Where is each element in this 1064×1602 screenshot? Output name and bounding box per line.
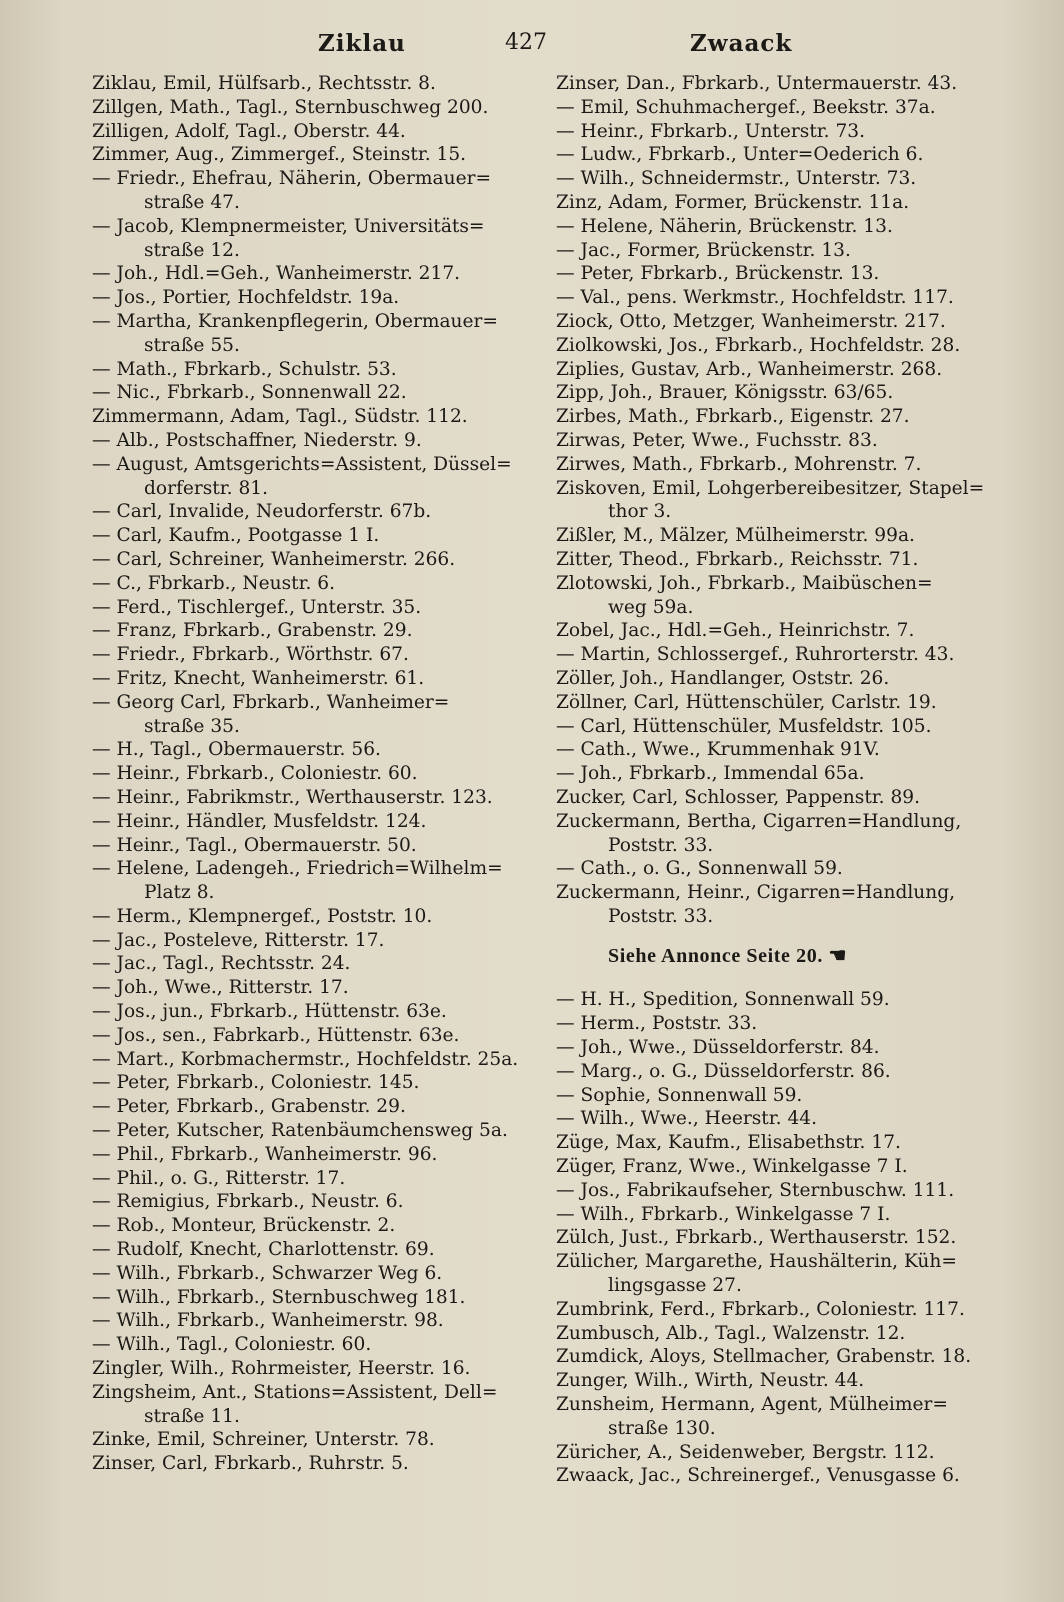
directory-entry <box>556 762 986 786</box>
entry-line: Ziklau, Emil, Hülfsarb., Rechtsstr. 8. <box>92 73 436 94</box>
directory-entry <box>92 905 532 929</box>
entry-line: — Wilh., Fbrkarb., Wanheimerstr. 98. <box>92 1310 444 1332</box>
entry-line: Ziolkowski, Jos., Fbrkarb., Hochfeldstr. 28. <box>556 334 961 356</box>
directory-entry <box>556 1155 986 1179</box>
entry-line: — Phil., Fbrkarb., Wanheimerstr. 96. <box>92 1143 438 1165</box>
entry-continuation: Poststr. 33. <box>608 905 714 927</box>
entry-line: — Nic., Fbrkarb., Sonnenwall 22. <box>92 382 407 404</box>
entry-line: — Jac., Tagl., Rechtsstr. 24. <box>92 953 351 975</box>
directory-entry <box>556 120 986 144</box>
entry-line: Züger, Franz, Wwe., Winkelgasse 7 I. <box>556 1156 908 1178</box>
entry-line: — Joh., Wwe., Düsseldorferstr. 84. <box>556 1037 880 1059</box>
entry-line: — Joh., Wwe., Ritterstr. 17. <box>92 977 349 999</box>
entry-line: — Marg., o. G., Düsseldorferstr. 86. <box>556 1060 891 1082</box>
directory-entry <box>556 453 986 477</box>
page-header <box>0 26 1064 66</box>
entry-continuation: thor 3. <box>608 501 672 523</box>
directory-entry <box>92 762 532 786</box>
entry-line: — Martin, Schlossergef., Ruhrorterstr. 43. <box>556 644 955 666</box>
entry-line: Zumdick, Aloys, Stellmacher, Grabenstr. 18. <box>556 1346 972 1368</box>
page-number: 427 <box>505 30 547 55</box>
directory-entry <box>92 1357 532 1381</box>
entry-line: — Friedr., Ehefrau, Näherin, Obermauer= <box>92 168 492 190</box>
directory-entry <box>556 1345 986 1369</box>
entry-line: — Joh., Fbrkarb., Immendal 65a. <box>556 763 865 785</box>
directory-entry <box>92 548 532 572</box>
entry-line: — Cath., Wwe., Krummenhak 91V. <box>556 739 880 761</box>
entry-line: — Rudolf, Knecht, Charlottenstr. 69. <box>92 1239 435 1261</box>
entry-line: — Jos., Fabrikaufseher, Sternbuschw. 111. <box>556 1179 955 1201</box>
directory-entry <box>556 524 986 548</box>
directory-entry <box>556 1131 986 1155</box>
entry-line: Zimmer, Aug., Zimmergef., Steinstr. 15. <box>92 144 467 166</box>
entry-line: Zirwas, Peter, Wwe., Fuchsstr. 83. <box>556 429 878 451</box>
entry-line: Zinz, Adam, Former, Brückenstr. 11a. <box>556 191 910 213</box>
directory-entry <box>92 358 532 382</box>
directory-entry <box>92 1428 532 1452</box>
directory-entry <box>556 786 986 810</box>
directory-entry <box>556 358 986 382</box>
entry-line: — Helene, Näherin, Brückenstr. 13. <box>556 215 893 237</box>
entry-continuation: Poststr. 33. <box>608 834 714 856</box>
directory-entry <box>92 453 532 501</box>
entry-line: — Emil, Schuhmachergef., Beekstr. 37a. <box>556 96 936 118</box>
directory-entry <box>556 1203 986 1227</box>
entry-line: Zitter, Theod., Fbrkarb., Reichsstr. 71. <box>556 548 919 570</box>
right-column-part-a <box>556 72 986 929</box>
directory-entry <box>556 1298 986 1322</box>
entry-line: — Peter, Fbrkarb., Grabenstr. 29. <box>92 1096 406 1118</box>
directory-entry <box>92 72 532 96</box>
entry-line: — Heinr., Fbrkarb., Unterstr. 73. <box>556 120 866 142</box>
entry-continuation: straße 12. <box>144 239 240 261</box>
entry-line: — Jos., sen., Fabrkarb., Hüttenstr. 63e. <box>92 1024 460 1046</box>
directory-entry <box>92 215 532 263</box>
directory-entry <box>92 834 532 858</box>
entry-line: — Joh., Hdl.=Geh., Wanheimerstr. 217. <box>92 263 461 285</box>
directory-entry <box>92 1309 532 1333</box>
entry-line: — H., Tagl., Obermauerstr. 56. <box>92 739 381 761</box>
left-column <box>92 72 532 1476</box>
entry-line: Zöller, Joh., Handlanger, Oststr. 26. <box>556 667 890 689</box>
directory-entry <box>92 1071 532 1095</box>
directory-entry <box>92 929 532 953</box>
directory-entry <box>92 643 532 667</box>
directory-entry <box>556 334 986 358</box>
directory-entry <box>92 691 532 739</box>
entry-line: Zumbrink, Ferd., Fbrkarb., Coloniestr. 117. <box>556 1298 965 1320</box>
right-column-part-b <box>556 988 986 1488</box>
directory-entry <box>556 1322 986 1346</box>
entry-line: — Franz, Fbrkarb., Grabenstr. 29. <box>92 620 413 642</box>
entry-line: Zlotowski, Joh., Fbrkarb., Maibüschen= <box>556 572 933 594</box>
entry-line: — Wilh., Wwe., Heerstr. 44. <box>556 1108 818 1130</box>
directory-entry <box>92 596 532 620</box>
directory-entry <box>92 786 532 810</box>
entry-line: — Val., pens. Werkmstr., Hochfeldstr. 117. <box>556 287 954 309</box>
directory-entry <box>556 381 986 405</box>
entry-line: Zillgen, Math., Tagl., Sternbuschweg 200. <box>92 96 489 118</box>
entry-line: Zirwes, Math., Fbrkarb., Mohrenstr. 7. <box>556 453 922 475</box>
entry-continuation: lingsgasse 27. <box>608 1275 742 1297</box>
directory-entry <box>92 976 532 1000</box>
directory-entry <box>556 477 986 525</box>
directory-entry <box>92 1452 532 1476</box>
directory-entry <box>92 120 532 144</box>
entry-line: — C., Fbrkarb., Neustr. 6. <box>92 572 336 594</box>
directory-entry <box>556 619 986 643</box>
entry-line: Zißler, M., Mälzer, Mülheimerstr. 99a. <box>556 525 915 547</box>
entry-line: Zuckermann, Heinr., Cigarren=Handlung, <box>556 882 956 904</box>
entry-line: — Herm., Klempnergef., Poststr. 10. <box>92 905 433 927</box>
directory-entry <box>556 988 986 1012</box>
directory-entry <box>556 715 986 739</box>
entry-line: Zumbusch, Alb., Tagl., Walzenstr. 12. <box>556 1322 906 1344</box>
entry-line: Zingler, Wilh., Rohrmeister, Heerstr. 16. <box>92 1358 471 1380</box>
entry-line: — Fritz, Knecht, Wanheimerstr. 61. <box>92 667 425 689</box>
directory-entry <box>92 1143 532 1167</box>
directory-entry <box>92 1286 532 1310</box>
directory-entry <box>556 1441 986 1465</box>
directory-entry <box>92 1119 532 1143</box>
directory-entry <box>92 143 532 167</box>
directory-entry <box>92 1262 532 1286</box>
entry-line: — Jac., Former, Brückenstr. 13. <box>556 239 851 261</box>
directory-entry <box>92 286 532 310</box>
directory-entry <box>92 1214 532 1238</box>
directory-entry <box>92 167 532 215</box>
entry-line: — Cath., o. G., Sonnenwall 59. <box>556 858 843 880</box>
entry-continuation: straße 35. <box>144 715 240 737</box>
directory-entry <box>92 500 532 524</box>
entry-line: — Friedr., Fbrkarb., Wörthstr. 67. <box>92 644 409 666</box>
entry-line: Ziock, Otto, Metzger, Wanheimerstr. 217. <box>556 310 946 332</box>
entry-line: Züricher, A., Seidenweber, Bergstr. 112. <box>556 1441 935 1463</box>
entry-line: Zinke, Emil, Schreiner, Unterstr. 78. <box>92 1429 435 1451</box>
entry-continuation: straße 130. <box>608 1417 716 1439</box>
directory-entry <box>556 429 986 453</box>
directory-entry <box>92 429 532 453</box>
directory-entry <box>556 167 986 191</box>
entry-line: — Math., Fbrkarb., Schulstr. 53. <box>92 358 397 380</box>
directory-entry <box>556 191 986 215</box>
entry-line: — Wilh., Schneidermstr., Unterstr. 73. <box>556 168 917 190</box>
directory-entry <box>92 1048 532 1072</box>
directory-entry <box>92 1333 532 1357</box>
entry-continuation: dorferstr. 81. <box>144 477 269 499</box>
directory-entry <box>92 1190 532 1214</box>
header-left-word: Ziklau <box>318 30 406 57</box>
entry-line: — Wilh., Fbrkarb., Schwarzer Weg 6. <box>92 1262 443 1284</box>
directory-entry <box>556 1250 986 1298</box>
directory-entry <box>556 1179 986 1203</box>
entry-line: — Carl, Schreiner, Wanheimerstr. 266. <box>92 548 456 570</box>
entry-line: Zülicher, Margarethe, Haushälterin, Küh= <box>556 1251 957 1273</box>
entry-continuation: straße 47. <box>144 191 240 213</box>
entry-line: — Helene, Ladengeh., Friedrich=Wilhelm= <box>92 858 503 880</box>
entry-continuation: straße 11. <box>144 1405 240 1427</box>
directory-entry <box>556 1369 986 1393</box>
directory-entry <box>556 1036 986 1060</box>
entry-line: — Peter, Kutscher, Ratenbäumchensweg 5a. <box>92 1120 508 1142</box>
directory-entry <box>556 881 986 929</box>
directory-entry <box>556 572 986 620</box>
directory-entry <box>92 1238 532 1262</box>
entry-continuation: straße 55. <box>144 334 240 356</box>
entry-line: — Heinr., Tagl., Obermauerstr. 50. <box>92 834 417 856</box>
entry-line: — Remigius, Fbrkarb., Neustr. 6. <box>92 1191 404 1213</box>
directory-entry <box>556 810 986 858</box>
entry-line: — Ludw., Fbrkarb., Unter=Oederich 6. <box>556 144 924 166</box>
entry-line: Zöllner, Carl, Hüttenschüler, Carlstr. 19. <box>556 691 937 713</box>
directory-entry <box>556 691 986 715</box>
directory-entry <box>556 310 986 334</box>
entry-line: — Wilh., Fbrkarb., Winkelgasse 7 I. <box>556 1203 891 1225</box>
entry-continuation: weg 59a. <box>608 596 694 618</box>
entry-line: Zunsheim, Hermann, Agent, Mülheimer= <box>556 1394 948 1416</box>
directory-entry <box>556 96 986 120</box>
directory-entry <box>92 857 532 905</box>
directory-entry <box>92 310 532 358</box>
entry-line: — Jacob, Klempnermeister, Universitäts= <box>92 215 485 237</box>
directory-entry <box>92 1024 532 1048</box>
directory-entry <box>556 1084 986 1108</box>
directory-entry <box>556 548 986 572</box>
annonce-text: Siehe Annonce Seite 20. <box>608 944 823 967</box>
entry-line: — Wilh., Fbrkarb., Sternbuschweg 181. <box>92 1286 466 1308</box>
entry-line: Zucker, Carl, Schlosser, Pappenstr. 89. <box>556 786 921 808</box>
directory-entry <box>92 619 532 643</box>
entry-line: Züge, Max, Kaufm., Elisabethstr. 17. <box>556 1132 901 1154</box>
pointing-hand-icon: ☚ <box>828 944 848 967</box>
entry-line: — Herm., Poststr. 33. <box>556 1013 758 1035</box>
entry-line: — Ferd., Tischlergef., Unterstr. 35. <box>92 596 422 618</box>
directory-entry <box>92 810 532 834</box>
entry-line: Zinser, Dan., Fbrkarb., Untermauerstr. 43. <box>556 73 958 94</box>
directory-entry <box>92 1000 532 1024</box>
directory-entry <box>556 72 986 96</box>
entry-line: — Jos., Portier, Hochfeldstr. 19a. <box>92 287 400 309</box>
entry-line: — Heinr., Händler, Musfeldstr. 124. <box>92 810 427 832</box>
annonce-note <box>608 945 986 969</box>
directory-entry <box>92 381 532 405</box>
directory-entry <box>556 143 986 167</box>
entry-line: — Wilh., Tagl., Coloniestr. 60. <box>92 1334 372 1356</box>
directory-entry <box>92 1381 532 1429</box>
directory-entry <box>556 1060 986 1084</box>
entry-line: — Sophie, Sonnenwall 59. <box>556 1084 803 1106</box>
directory-entry <box>92 262 532 286</box>
entry-line: — Martha, Krankenpflegerin, Obermauer= <box>92 310 499 332</box>
directory-entry <box>556 667 986 691</box>
directory-entry <box>556 1464 986 1488</box>
entry-line: Zunger, Wilh., Wirth, Neustr. 44. <box>556 1370 865 1392</box>
directory-entry <box>92 96 532 120</box>
entry-line: — Carl, Invalide, Neudorferstr. 67b. <box>92 501 432 523</box>
entry-line: — Jos., jun., Fbrkarb., Hüttenstr. 63e. <box>92 1001 447 1023</box>
entry-line: Ziskoven, Emil, Lohgerbereibesitzer, Stapel= <box>556 477 985 499</box>
entry-line: — Peter, Fbrkarb., Coloniestr. 145. <box>92 1072 420 1094</box>
entry-line: Zimmermann, Adam, Tagl., Südstr. 112. <box>92 406 468 428</box>
entry-line: — Georg Carl, Fbrkarb., Wanheimer= <box>92 691 450 713</box>
entry-line: — Heinr., Fbrkarb., Coloniestr. 60. <box>92 763 418 785</box>
header-right-word: Zwaack <box>690 30 793 57</box>
entry-line: — Rob., Monteur, Brückenstr. 2. <box>92 1215 396 1237</box>
right-column <box>556 72 986 1488</box>
directory-entry <box>92 738 532 762</box>
directory-entry <box>556 643 986 667</box>
entry-line: — Mart., Korbmachermstr., Hochfeldstr. 25a. <box>92 1048 519 1070</box>
directory-entry <box>556 1226 986 1250</box>
directory-entry <box>556 1107 986 1131</box>
directory-entry <box>92 572 532 596</box>
directory-entry <box>556 1393 986 1441</box>
directory-entry <box>92 524 532 548</box>
entry-line: Zuckermann, Bertha, Cigarren=Handlung, <box>556 810 962 832</box>
entry-line: — Carl, Kaufm., Pootgasse 1 I. <box>92 525 380 547</box>
entry-line: — H. H., Spedition, Sonnenwall 59. <box>556 989 890 1011</box>
entry-line: Zinser, Carl, Fbrkarb., Ruhrstr. 5. <box>92 1453 409 1475</box>
directory-entry <box>556 239 986 263</box>
directory-entry <box>92 405 532 429</box>
entry-line: Zwaack, Jac., Schreinergef., Venusgasse 6. <box>556 1465 960 1487</box>
entry-line: — Jac., Posteleve, Ritterstr. 17. <box>92 929 385 951</box>
directory-entry <box>92 667 532 691</box>
entry-line: Zülch, Just., Fbrkarb., Werthauserstr. 152. <box>556 1227 957 1249</box>
entry-line: — Peter, Fbrkarb., Brückenstr. 13. <box>556 263 880 285</box>
directory-entry <box>92 952 532 976</box>
directory-entry <box>556 286 986 310</box>
directory-entry <box>556 215 986 239</box>
entry-line: Zilligen, Adolf, Tagl., Oberstr. 44. <box>92 120 406 142</box>
entry-line: Zipp, Joh., Brauer, Königsstr. 63/65. <box>556 382 894 404</box>
entry-line: Zobel, Jac., Hdl.=Geh., Heinrichstr. 7. <box>556 620 915 642</box>
entry-line: — Alb., Postschaffner, Niederstr. 9. <box>92 429 422 451</box>
entry-line: Zirbes, Math., Fbrkarb., Eigenstr. 27. <box>556 406 910 428</box>
directory-entry <box>92 1167 532 1191</box>
entry-line: — Carl, Hüttenschüler, Musfeldstr. 105. <box>556 715 932 737</box>
directory-entry <box>556 1012 986 1036</box>
entry-line: Zingsheim, Ant., Stations=Assistent, Dell= <box>92 1381 498 1403</box>
directory-entry <box>556 262 986 286</box>
entry-line: — August, Amtsgerichts=Assistent, Düssel= <box>92 453 512 475</box>
entry-line: — Phil., o. G., Ritterstr. 17. <box>92 1167 346 1189</box>
directory-entry <box>556 857 986 881</box>
directory-entry <box>92 1095 532 1119</box>
directory-entry <box>556 738 986 762</box>
directory-entry <box>556 405 986 429</box>
entry-line: — Heinr., Fabrikmstr., Werthauserstr. 123. <box>92 786 493 808</box>
entry-continuation: Platz 8. <box>144 882 215 904</box>
entry-line: Ziplies, Gustav, Arb., Wanheimerstr. 268. <box>556 358 943 380</box>
